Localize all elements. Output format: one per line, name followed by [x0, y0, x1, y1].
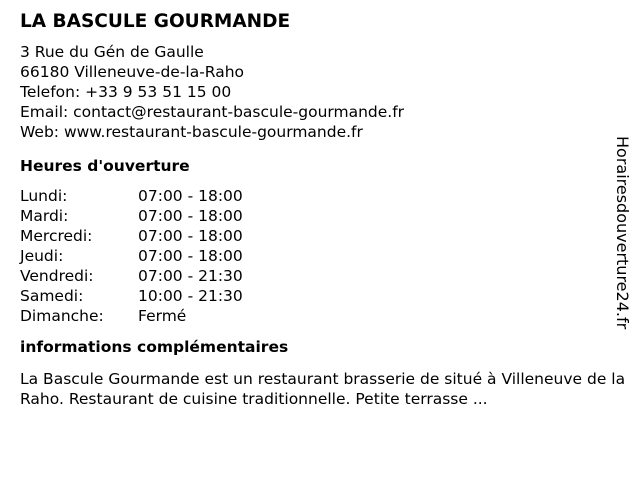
hours-time: Fermé — [138, 307, 187, 325]
business-name: LA BASCULE GOURMANDE — [20, 11, 291, 32]
hours-time: 07:00 - 18:00 — [138, 247, 243, 265]
hours-day: Dimanche: — [20, 307, 104, 325]
web-line: Web: www.restaurant-bascule-gourmande.fr — [20, 123, 363, 141]
hours-time: 07:00 - 21:30 — [138, 267, 243, 285]
hours-day: Mardi: — [20, 207, 69, 225]
hours-row — [20, 226, 610, 246]
hours-row — [20, 246, 610, 266]
city-address: 66180 Villeneuve-de-la-Raho — [20, 63, 245, 81]
hours-row — [20, 306, 610, 326]
hours-day: Mercredi: — [20, 227, 93, 245]
hours-day: Jeudi: — [20, 247, 64, 265]
hours-time: 07:00 - 18:00 — [138, 207, 243, 225]
hours-row — [20, 286, 610, 306]
hours-time: 07:00 - 18:00 — [138, 187, 243, 205]
hours-row — [20, 266, 610, 286]
email-line: Email: contact@restaurant-bascule-gourmande.fr — [20, 103, 405, 121]
hours-time: 07:00 - 18:00 — [138, 227, 243, 245]
site-watermark: Horairesdouverture24.fr — [613, 136, 632, 330]
phone-line: Telefon: +33 9 53 51 15 00 — [20, 83, 232, 101]
hours-day: Lundi: — [20, 187, 68, 205]
hours-title: Heures d'ouverture — [20, 157, 190, 175]
contact-block — [20, 42, 610, 142]
hours-row — [20, 186, 610, 206]
info-title: informations complémentaires — [20, 338, 289, 356]
hours-row — [20, 206, 610, 226]
hours-day: Samedi: — [20, 287, 84, 305]
hours-table — [20, 186, 610, 326]
info-description: La Bascule Gourmande est un restaurant brasserie de situé à Villeneuve de la Raho. Restaurant de cuisine traditionnelle. Petite terrasse ... — [20, 370, 626, 408]
street-address: 3 Rue du Gén de Gaulle — [20, 43, 204, 61]
hours-time: 10:00 - 21:30 — [138, 287, 243, 305]
hours-day: Vendredi: — [20, 267, 94, 285]
